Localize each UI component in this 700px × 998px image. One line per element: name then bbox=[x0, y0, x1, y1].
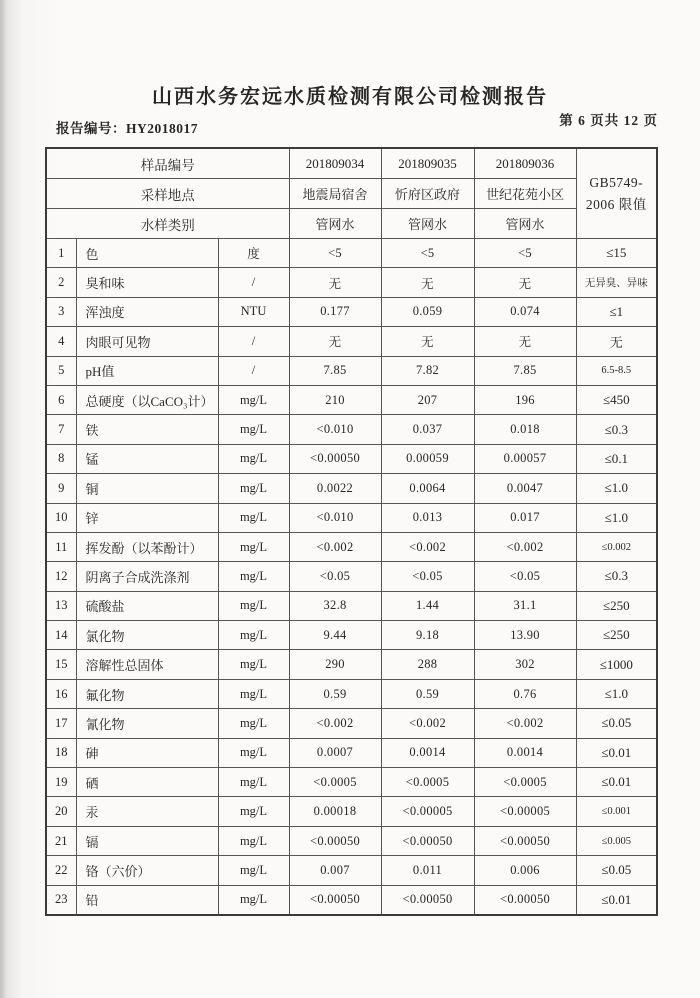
table-row bbox=[46, 768, 657, 797]
unit: mg/L bbox=[218, 621, 289, 650]
param-name: 铁 bbox=[76, 415, 218, 444]
row-number: 1 bbox=[46, 239, 76, 268]
value-sample3: 302 bbox=[474, 650, 576, 679]
water-type-3: 管网水 bbox=[474, 209, 576, 239]
table-row bbox=[46, 444, 657, 473]
table-row bbox=[46, 738, 657, 767]
param-name: 色 bbox=[76, 239, 218, 268]
table-row bbox=[46, 621, 657, 650]
row-number: 18 bbox=[46, 738, 76, 767]
sample-id-3: 201809036 bbox=[474, 148, 576, 179]
row-number: 17 bbox=[46, 709, 76, 738]
value-sample3: 0.074 bbox=[474, 297, 576, 326]
row-number: 16 bbox=[46, 679, 76, 708]
table-row bbox=[46, 650, 657, 679]
scan-edge-shadow bbox=[0, 0, 6, 998]
row-number: 19 bbox=[46, 768, 76, 797]
value-sample1: <0.0005 bbox=[289, 768, 381, 797]
row-number: 7 bbox=[46, 415, 76, 444]
limit-value: ≤0.01 bbox=[576, 738, 657, 767]
table-row bbox=[46, 415, 657, 444]
limit-standard-header bbox=[576, 148, 657, 239]
table-row bbox=[46, 385, 657, 414]
value-sample3: <0.0005 bbox=[474, 768, 576, 797]
location-label: 采样地点 bbox=[46, 179, 289, 209]
water-type-1: 管网水 bbox=[289, 209, 381, 239]
value-sample2: <0.00050 bbox=[381, 826, 474, 855]
unit: mg/L bbox=[218, 474, 289, 503]
report-title: 山西水务宏远水质检测有限公司检测报告 bbox=[152, 86, 548, 108]
value-sample1: <5 bbox=[289, 239, 381, 268]
table-row bbox=[46, 826, 657, 855]
row-number: 20 bbox=[46, 797, 76, 826]
value-sample3: 无 bbox=[474, 327, 576, 356]
unit: mg/L bbox=[218, 738, 289, 767]
value-sample2: 0.59 bbox=[381, 679, 474, 708]
value-sample3: <0.00005 bbox=[474, 797, 576, 826]
value-sample2: <0.05 bbox=[381, 562, 474, 591]
header-row-location bbox=[46, 179, 657, 209]
row-number: 13 bbox=[46, 591, 76, 620]
value-sample2: 0.0014 bbox=[381, 738, 474, 767]
value-sample1: 0.007 bbox=[289, 856, 381, 885]
param-name: 肉眼可见物 bbox=[76, 327, 218, 356]
value-sample3: 0.0047 bbox=[474, 474, 576, 503]
value-sample1: <0.010 bbox=[289, 503, 381, 532]
value-sample2: 无 bbox=[381, 268, 474, 297]
header-row-sample-id bbox=[46, 148, 657, 179]
param-name: 铬（六价） bbox=[76, 856, 218, 885]
param-name: 镉 bbox=[76, 826, 218, 855]
results-tbody bbox=[46, 239, 657, 915]
unit: / bbox=[218, 268, 289, 297]
value-sample3: <0.00050 bbox=[474, 826, 576, 855]
table-row bbox=[46, 297, 657, 326]
value-sample2: <0.00050 bbox=[381, 885, 474, 915]
param-name: 汞 bbox=[76, 797, 218, 826]
value-sample3: 13.90 bbox=[474, 621, 576, 650]
table-row bbox=[46, 474, 657, 503]
param-name: 氰化物 bbox=[76, 709, 218, 738]
param-name: 锌 bbox=[76, 503, 218, 532]
unit: / bbox=[218, 327, 289, 356]
value-sample1: 290 bbox=[289, 650, 381, 679]
location-2: 忻府区政府 bbox=[381, 179, 474, 209]
report-number: 报告编号：HY2018017 bbox=[56, 121, 198, 136]
table-row bbox=[46, 239, 657, 268]
sample-id-2: 201809035 bbox=[381, 148, 474, 179]
row-number: 12 bbox=[46, 562, 76, 591]
value-sample2: 7.82 bbox=[381, 356, 474, 385]
table-row bbox=[46, 503, 657, 532]
param-name: 阴离子合成洗涤剂 bbox=[76, 562, 218, 591]
value-sample3: <0.002 bbox=[474, 709, 576, 738]
limit-value: ≤1.0 bbox=[576, 679, 657, 708]
value-sample3: 7.85 bbox=[474, 356, 576, 385]
limit-value: ≤0.01 bbox=[576, 885, 657, 915]
limit-value: ≤0.1 bbox=[576, 444, 657, 473]
value-sample3: 无 bbox=[474, 268, 576, 297]
unit: mg/L bbox=[218, 562, 289, 591]
limit-value: 无异臭、异味 bbox=[576, 268, 657, 297]
value-sample3: 0.00057 bbox=[474, 444, 576, 473]
unit: mg/L bbox=[218, 532, 289, 561]
row-number: 22 bbox=[46, 856, 76, 885]
param-name: 硫酸盐 bbox=[76, 591, 218, 620]
row-number: 23 bbox=[46, 885, 76, 915]
table-row bbox=[46, 797, 657, 826]
value-sample2: <0.0005 bbox=[381, 768, 474, 797]
param-name: 铅 bbox=[76, 885, 218, 915]
value-sample3: 0.006 bbox=[474, 856, 576, 885]
limit-value: 无 bbox=[576, 327, 657, 356]
limit-value: ≤1.0 bbox=[576, 503, 657, 532]
value-sample2: 9.18 bbox=[381, 621, 474, 650]
value-sample1: 0.177 bbox=[289, 297, 381, 326]
limit-value: ≤0.002 bbox=[576, 532, 657, 561]
value-sample1: 无 bbox=[289, 327, 381, 356]
unit: mg/L bbox=[218, 650, 289, 679]
value-sample2: 无 bbox=[381, 327, 474, 356]
unit: NTU bbox=[218, 297, 289, 326]
unit: mg/L bbox=[218, 385, 289, 414]
param-name: 挥发酚（以苯酚计） bbox=[76, 532, 218, 561]
value-sample1: 0.0007 bbox=[289, 738, 381, 767]
value-sample3: 0.018 bbox=[474, 415, 576, 444]
unit: mg/L bbox=[218, 591, 289, 620]
value-sample1: <0.010 bbox=[289, 415, 381, 444]
value-sample2: <0.002 bbox=[381, 532, 474, 561]
param-name: 锰 bbox=[76, 444, 218, 473]
limit-value: ≤1000 bbox=[576, 650, 657, 679]
param-name: 溶解性总固体 bbox=[76, 650, 218, 679]
value-sample2: 0.0064 bbox=[381, 474, 474, 503]
value-sample2: <0.00005 bbox=[381, 797, 474, 826]
limit-standard-line1: GB5749- bbox=[589, 174, 644, 190]
value-sample3: 196 bbox=[474, 385, 576, 414]
param-name: 氟化物 bbox=[76, 679, 218, 708]
unit: mg/L bbox=[218, 768, 289, 797]
row-number: 15 bbox=[46, 650, 76, 679]
table-row bbox=[46, 532, 657, 561]
table-row bbox=[46, 679, 657, 708]
unit: / bbox=[218, 356, 289, 385]
value-sample1: <0.00050 bbox=[289, 444, 381, 473]
unit: mg/L bbox=[218, 856, 289, 885]
unit: mg/L bbox=[218, 444, 289, 473]
value-sample1: 32.8 bbox=[289, 591, 381, 620]
value-sample2: 1.44 bbox=[381, 591, 474, 620]
row-number: 11 bbox=[46, 532, 76, 561]
param-name: 臭和味 bbox=[76, 268, 218, 297]
param-name: 硒 bbox=[76, 768, 218, 797]
row-number: 21 bbox=[46, 826, 76, 855]
value-sample2: 207 bbox=[381, 385, 474, 414]
value-sample2: 0.011 bbox=[381, 856, 474, 885]
param-name: pH值 bbox=[76, 356, 218, 385]
value-sample3: 0.017 bbox=[474, 503, 576, 532]
unit: 度 bbox=[218, 239, 289, 268]
unit: mg/L bbox=[218, 503, 289, 532]
value-sample3: 31.1 bbox=[474, 591, 576, 620]
unit: mg/L bbox=[218, 415, 289, 444]
param-name: 总硬度（以CaCO₃计） bbox=[76, 385, 218, 414]
unit: mg/L bbox=[218, 797, 289, 826]
limit-value: ≤450 bbox=[576, 385, 657, 414]
value-sample3: <5 bbox=[474, 239, 576, 268]
limit-value: ≤15 bbox=[576, 239, 657, 268]
table-row bbox=[46, 562, 657, 591]
value-sample1: <0.002 bbox=[289, 709, 381, 738]
param-name: 浑浊度 bbox=[76, 297, 218, 326]
sample-id-label: 样品编号 bbox=[46, 148, 289, 179]
value-sample1: 0.59 bbox=[289, 679, 381, 708]
value-sample1: 0.0022 bbox=[289, 474, 381, 503]
value-sample1: 7.85 bbox=[289, 356, 381, 385]
value-sample3: 0.76 bbox=[474, 679, 576, 708]
value-sample3: <0.00050 bbox=[474, 885, 576, 915]
limit-value: ≤250 bbox=[576, 591, 657, 620]
row-number: 2 bbox=[46, 268, 76, 297]
limit-value: ≤0.005 bbox=[576, 826, 657, 855]
value-sample2: 288 bbox=[381, 650, 474, 679]
row-number: 14 bbox=[46, 621, 76, 650]
location-3: 世纪花苑小区 bbox=[474, 179, 576, 209]
water-type-label: 水样类别 bbox=[46, 209, 289, 239]
limit-value: ≤0.01 bbox=[576, 768, 657, 797]
unit: mg/L bbox=[218, 826, 289, 855]
location-1: 地震局宿舍 bbox=[289, 179, 381, 209]
sample-id-1: 201809034 bbox=[289, 148, 381, 179]
table-row bbox=[46, 356, 657, 385]
row-number: 6 bbox=[46, 385, 76, 414]
row-number: 4 bbox=[46, 327, 76, 356]
table-row bbox=[46, 856, 657, 885]
value-sample2: <0.002 bbox=[381, 709, 474, 738]
table-row bbox=[46, 327, 657, 356]
row-number: 3 bbox=[46, 297, 76, 326]
value-sample1: <0.00050 bbox=[289, 826, 381, 855]
value-sample1: <0.00050 bbox=[289, 885, 381, 915]
value-sample2: 0.013 bbox=[381, 503, 474, 532]
header-row-water-type bbox=[46, 209, 657, 239]
limit-value: ≤0.05 bbox=[576, 709, 657, 738]
limit-value: ≤1 bbox=[576, 297, 657, 326]
table-row bbox=[46, 885, 657, 915]
value-sample2: 0.059 bbox=[381, 297, 474, 326]
value-sample3: <0.002 bbox=[474, 532, 576, 561]
unit: mg/L bbox=[218, 679, 289, 708]
limit-value: ≤0.3 bbox=[576, 562, 657, 591]
limit-value: 6.5-8.5 bbox=[576, 356, 657, 385]
unit: mg/L bbox=[218, 885, 289, 915]
value-sample1: <0.05 bbox=[289, 562, 381, 591]
row-number: 5 bbox=[46, 356, 76, 385]
limit-value: ≤1.0 bbox=[576, 474, 657, 503]
param-name: 砷 bbox=[76, 738, 218, 767]
value-sample2: 0.037 bbox=[381, 415, 474, 444]
value-sample1: 无 bbox=[289, 268, 381, 297]
limit-value: ≤0.05 bbox=[576, 856, 657, 885]
unit: mg/L bbox=[218, 709, 289, 738]
value-sample1: <0.002 bbox=[289, 532, 381, 561]
param-name: 氯化物 bbox=[76, 621, 218, 650]
value-sample3: <0.05 bbox=[474, 562, 576, 591]
limit-value: ≤0.3 bbox=[576, 415, 657, 444]
table-row bbox=[46, 591, 657, 620]
param-name: 铜 bbox=[76, 474, 218, 503]
page-indicator: 第 6 页共 12 页 bbox=[559, 113, 658, 128]
limit-value: ≤0.001 bbox=[576, 797, 657, 826]
value-sample3: 0.0014 bbox=[474, 738, 576, 767]
row-number: 10 bbox=[46, 503, 76, 532]
limit-standard-line2: 2006 限值 bbox=[585, 196, 647, 212]
limit-value: ≤250 bbox=[576, 621, 657, 650]
value-sample1: 210 bbox=[289, 385, 381, 414]
value-sample2: 0.00059 bbox=[381, 444, 474, 473]
water-type-2: 管网水 bbox=[381, 209, 474, 239]
results-table bbox=[45, 147, 658, 916]
row-number: 8 bbox=[46, 444, 76, 473]
value-sample1: 9.44 bbox=[289, 621, 381, 650]
row-number: 9 bbox=[46, 474, 76, 503]
table-row bbox=[46, 268, 657, 297]
value-sample2: <5 bbox=[381, 239, 474, 268]
table-row bbox=[46, 709, 657, 738]
value-sample1: 0.00018 bbox=[289, 797, 381, 826]
